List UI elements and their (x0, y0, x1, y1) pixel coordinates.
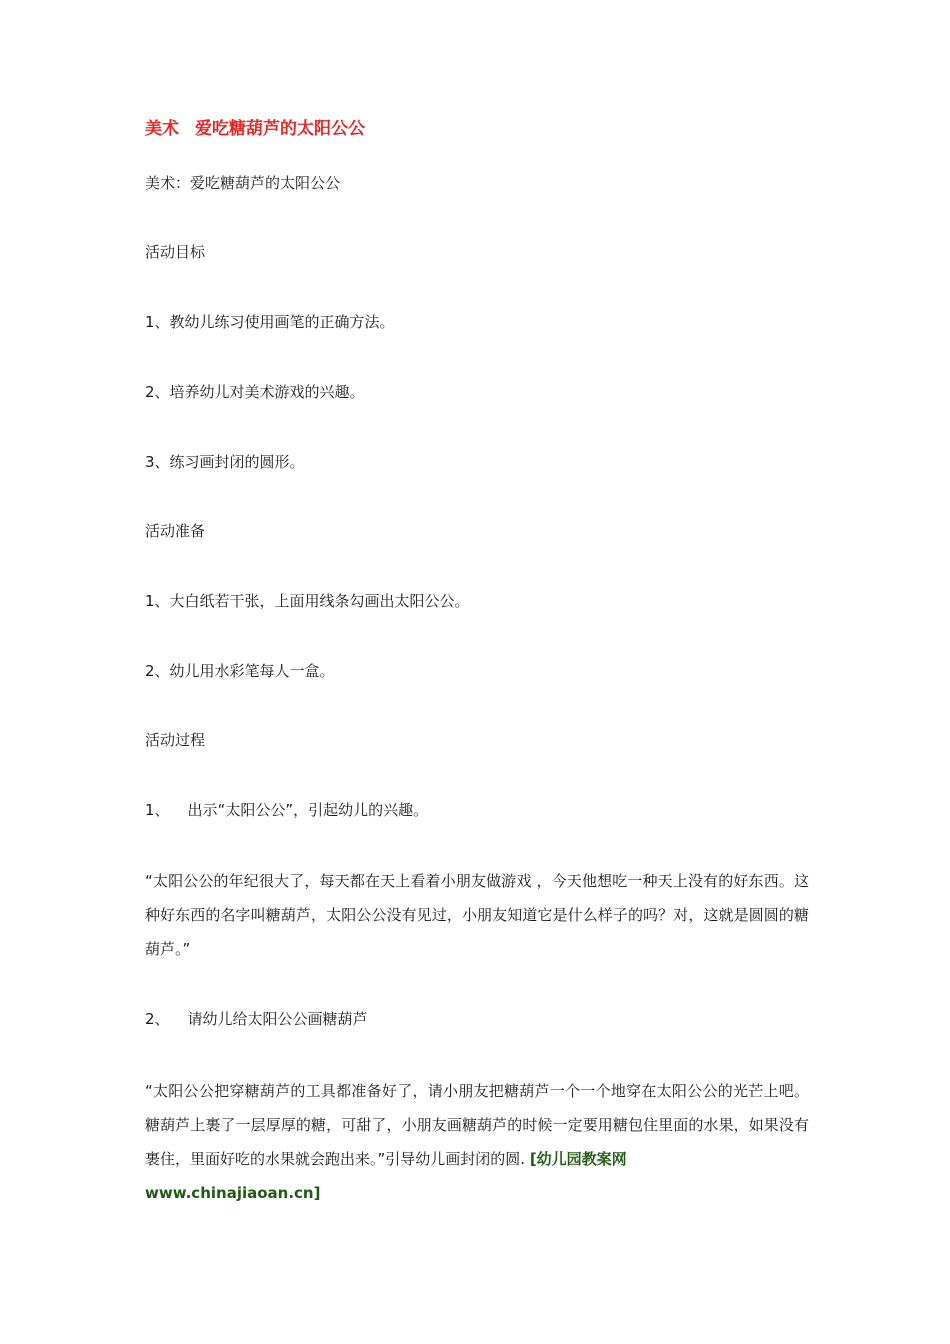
process-step-2 (145, 1006, 368, 1032)
goal-heading: 活动目标 (145, 243, 206, 261)
prep-item-1: 1、大白纸若干张，上面用线条勾画出太阳公公。 (145, 592, 470, 610)
step-2-paragraph (145, 1074, 809, 1176)
step-2-text: 请幼儿给太阳公公画糖葫芦 (187, 1010, 368, 1028)
step-2-number: 2、 (145, 1010, 170, 1028)
document-title (145, 115, 365, 143)
prep-item-2: 2、幼儿用水彩笔每人一盒。 (145, 662, 335, 680)
process-heading: 活动过程 (145, 731, 206, 749)
goal-item-3: 3、练习画封闭的圆形。 (145, 453, 305, 471)
source-url-link[interactable]: www.chinajiaoan.cn] (145, 1184, 321, 1202)
source-label-link[interactable]: [幼儿园教案网 (529, 1150, 627, 1168)
step-1-paragraph: “太阳公公的年纪很大了，每天都在天上看着小朋友做游戏 ，今天他想吃一种天上没有的好东西。这种好东西的名字叫糖葫芦，太阳公公没有见过，小朋友知道它是什么样子的吗？对，这就是圆圆的糖葫芦。” (145, 872, 809, 958)
goal-item-1: 1、教幼儿练习使用画笔的正确方法。 (145, 313, 395, 331)
subtitle: 美术：爱吃糖葫芦的太阳公公 (145, 174, 341, 192)
step-1-number: 1、 (145, 801, 170, 819)
process-step-1 (145, 797, 428, 823)
goal-item-2: 2、培养幼儿对美术游戏的兴趣。 (145, 383, 365, 401)
step-1-text: 出示“太阳公公”，引起幼儿的兴趣。 (187, 801, 429, 819)
step-2-paragraph-text: “太阳公公把穿糖葫芦的工具都准备好了，请小朋友把糖葫芦一个一个地穿在太阳公公的光芒上吧。糖葫芦上裹了一层厚厚的糖，可甜了，小朋友画糖葫芦的时候一定要用糖包住里面的水果，如果没有裹住，里面好吃的水果就会跑出来。”引导幼儿画封闭的圆. (145, 1082, 809, 1168)
title-category: 美术 (145, 119, 179, 139)
prep-heading: 活动准备 (145, 522, 206, 540)
title-name: 爱吃糖葫芦的太阳公公 (195, 119, 365, 139)
